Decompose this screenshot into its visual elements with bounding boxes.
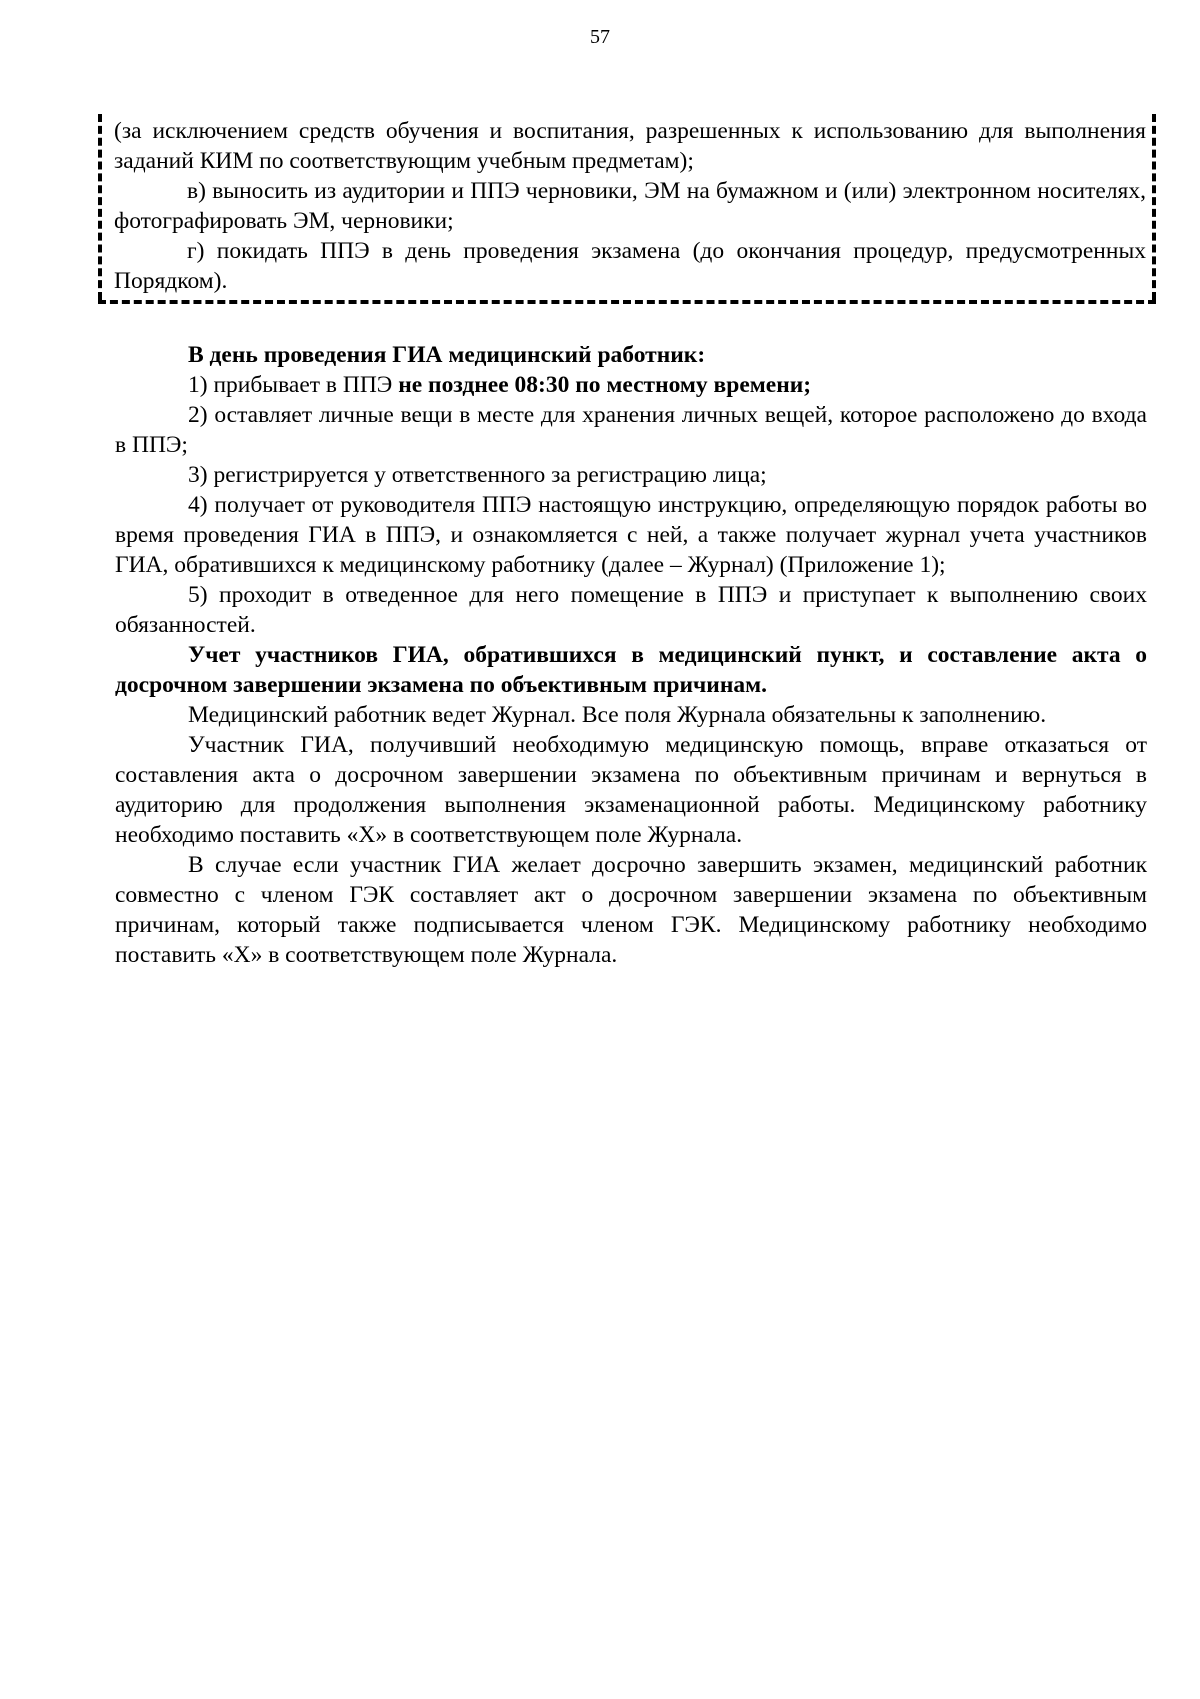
main-text bbox=[115, 340, 1147, 970]
framed-paragraph: (за исключением средств обучения и воспитания, разрешенных к использованию для выполнения заданий КИМ по соответствующим учебным предметам); bbox=[114, 118, 1146, 174]
frame-bottom-border bbox=[98, 300, 1156, 304]
paragraph-1: Медицинский работник ведет Журнал. Все поля Журнала обязательны к заполнению. bbox=[188, 702, 1047, 728]
list-item-5: 5) проходит в отведенное для него помещение в ППЭ и приступает к выполнению своих обязанностей. bbox=[115, 582, 1147, 638]
paragraph-3: В случае если участник ГИА желает досрочно завершить экзамен, медицинский работник совместно с членом ГЭК составляет акт о досрочном завершении экзамена по объективным причинам, который также подписывается членом ГЭК. Медицинскому работнику необходимо поставить «Х» в соответствующем поле Журнала. bbox=[115, 852, 1147, 968]
section-heading-2: Учет участников ГИА, обратившихся в медицинский пункт, и составление акта о досрочном завершении экзамена по объективным причинам. bbox=[115, 642, 1147, 698]
framed-text bbox=[114, 116, 1146, 296]
list-item-1: 1) прибывает в ППЭ не позднее 08:30 по местному времени; bbox=[188, 372, 812, 398]
list-item-2: 2) оставляет личные вещи в месте для хранения личных вещей, которое расположено до входа в ППЭ; bbox=[115, 402, 1147, 458]
paragraph-2: Участник ГИА, получивший необходимую медицинскую помощь, вправе отказаться от составления акта о досрочном завершении экзамена по объективным причинам и вернуться в аудиторию для продолжения выполнения экзаменационной работы. Медицинскому работнику необходимо поставить «Х» в соответствующем поле Журнала. bbox=[115, 732, 1147, 848]
framed-item-g: г) покидать ППЭ в день проведения экзамена (до окончания процедур, предусмотренных Порядком). bbox=[114, 238, 1146, 294]
frame-right-border bbox=[1152, 114, 1156, 300]
section-heading: В день проведения ГИА медицинский работник: bbox=[188, 342, 706, 368]
page-number: 57 bbox=[590, 26, 610, 48]
frame-left-border bbox=[98, 114, 102, 300]
framed-item-v: в) выносить из аудитории и ППЭ черновики, ЭМ на бумажном и (или) электронном носителях, фотографировать ЭМ, черновики; bbox=[114, 178, 1146, 234]
list-item-3: 3) регистрируется у ответственного за регистрацию лица; bbox=[188, 462, 767, 488]
list-item-4: 4) получает от руководителя ППЭ настоящую инструкцию, определяющую порядок работы во время проведения ГИА в ППЭ, и ознакомляется с ней, а также получает журнал учета участников ГИА, обратившихся к медицинскому работнику (далее – Журнал) (Приложение 1); bbox=[115, 492, 1147, 578]
